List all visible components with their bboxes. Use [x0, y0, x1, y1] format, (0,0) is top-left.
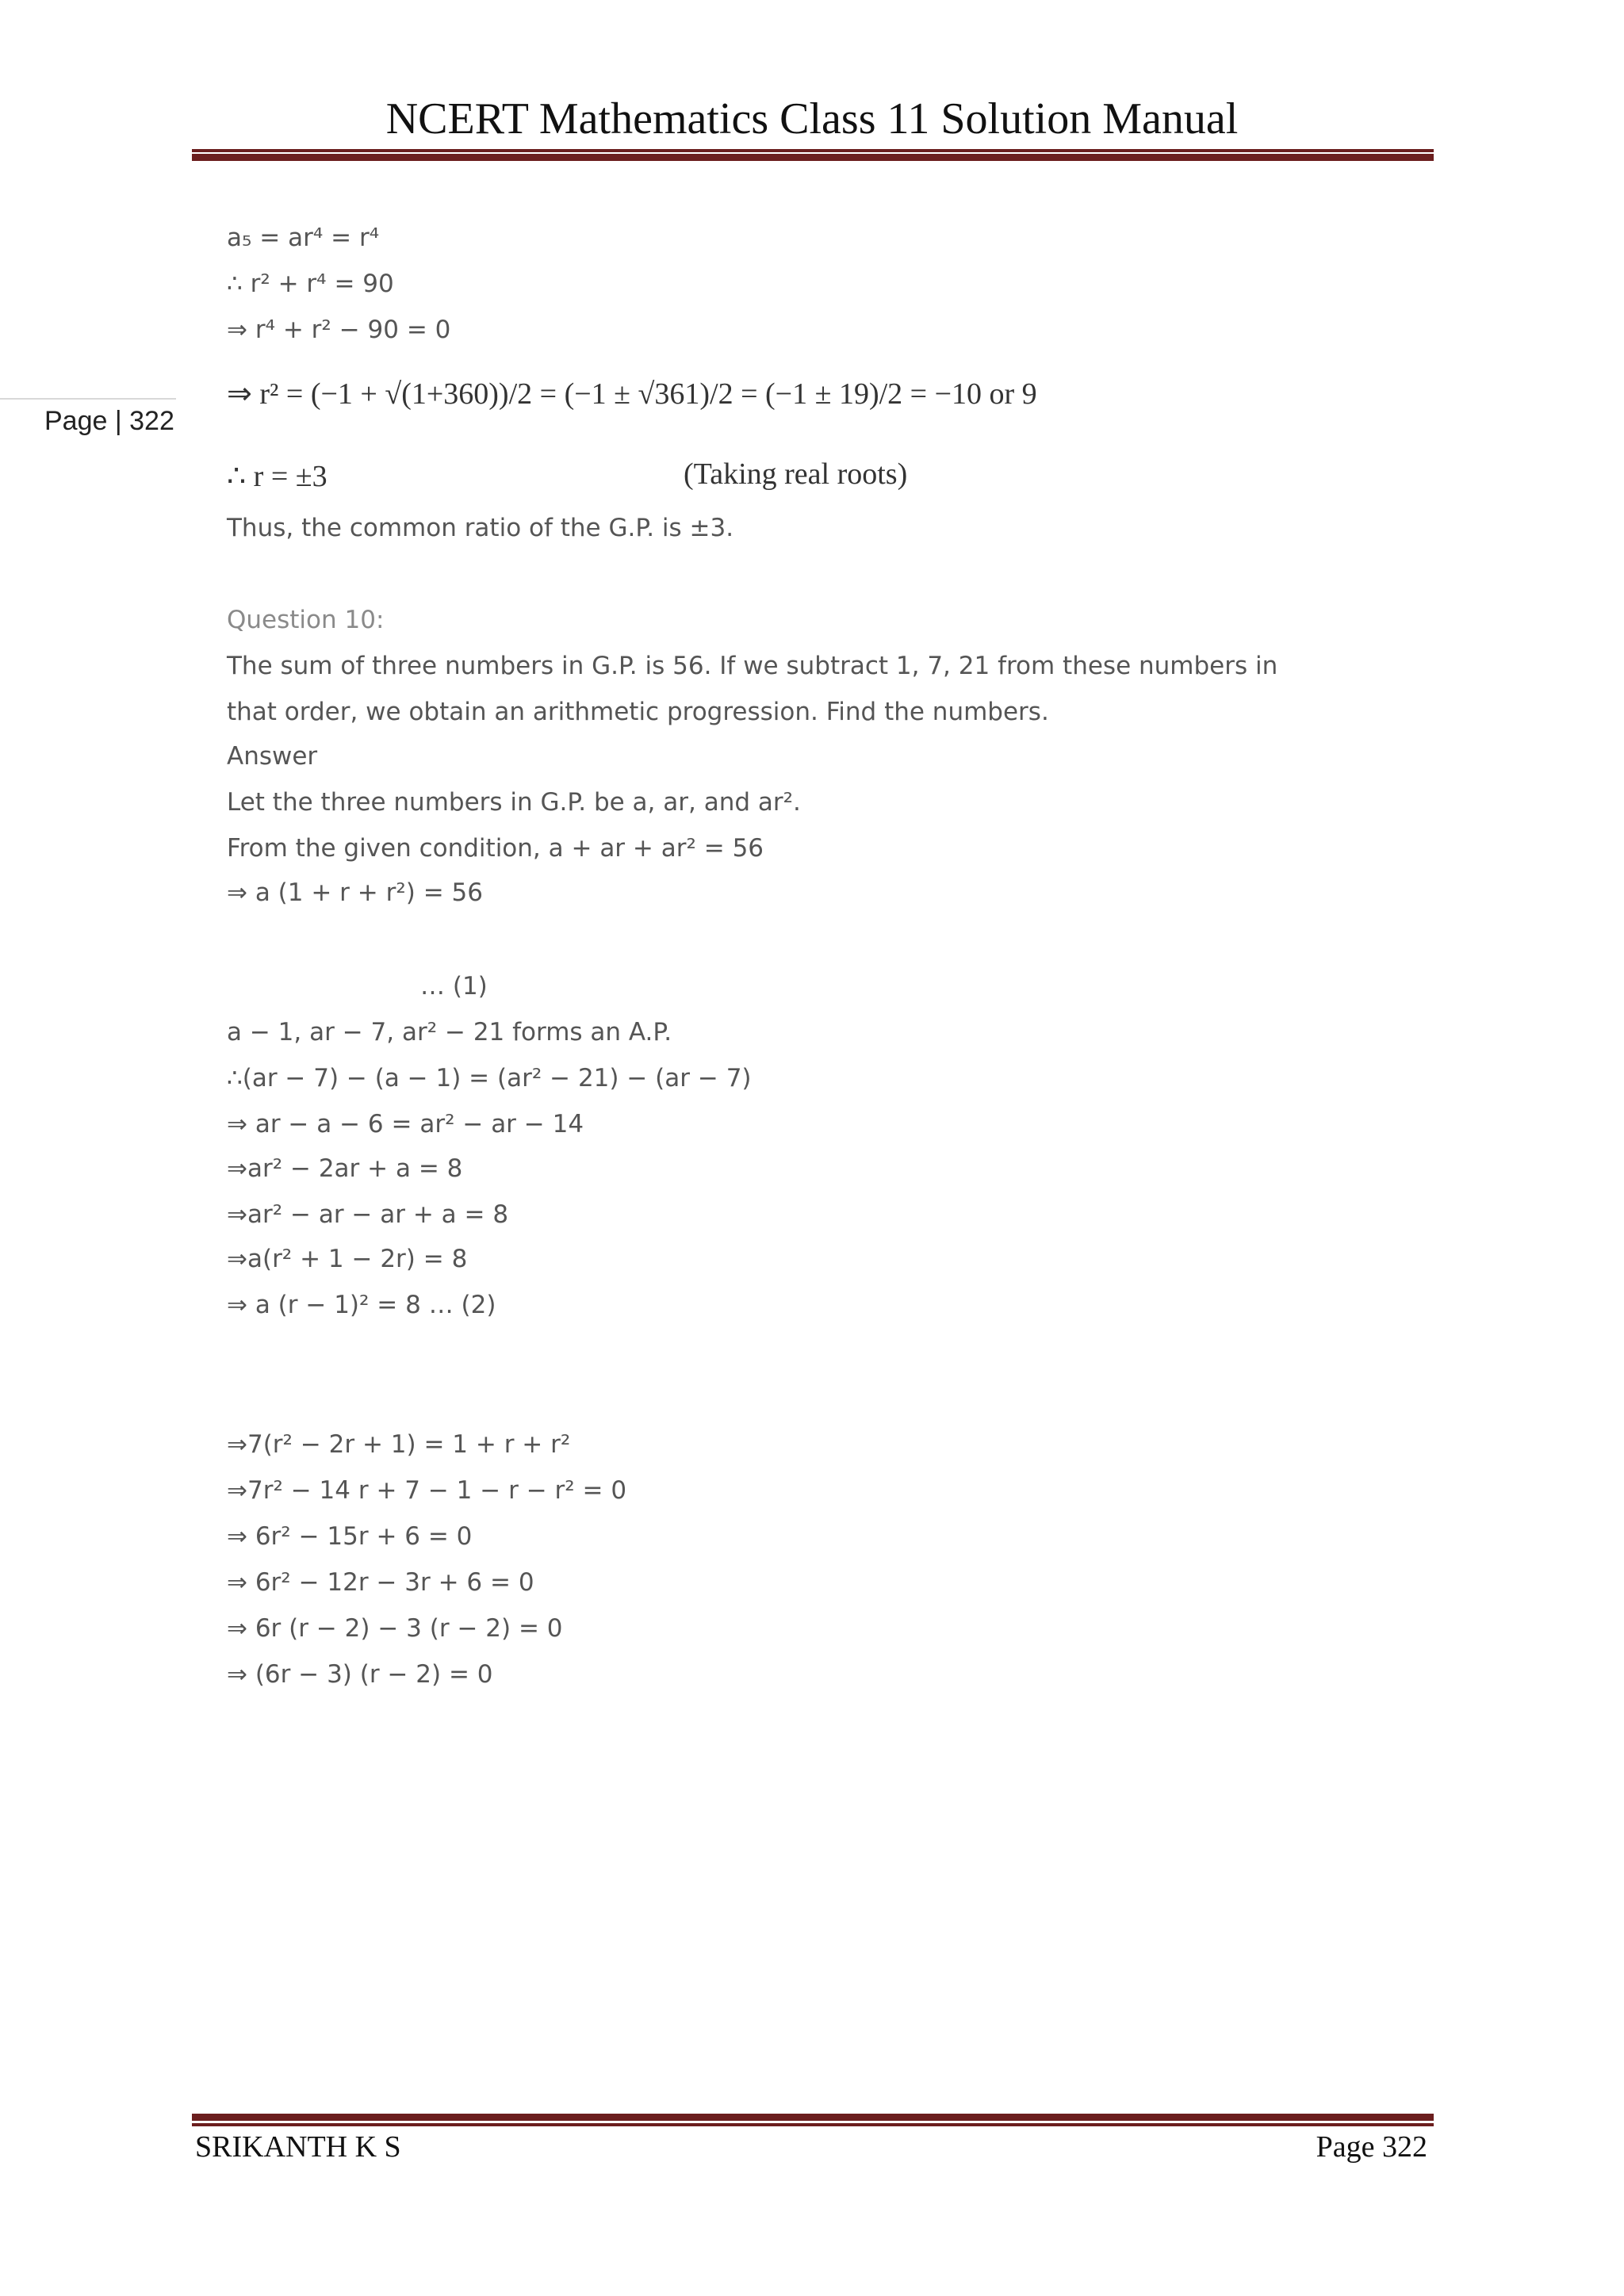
- equation-number: … (1): [420, 972, 488, 1001]
- side-rule: [0, 398, 176, 400]
- answer-line: ∴(ar − 7) − (a − 1) = (ar² − 21) − (ar − 7): [227, 1064, 752, 1093]
- answer-line: ⇒7r² − 14 r + 7 − 1 − r − r² = 0: [227, 1476, 627, 1505]
- question-heading: Question 10:: [227, 606, 385, 634]
- footer-author: SRIKANTH K S: [195, 2130, 401, 2164]
- answer-line: ⇒ar² − ar − ar + a = 8: [227, 1200, 509, 1229]
- conclusion-line: Thus, the common ratio of the G.P. is ±3.: [227, 514, 734, 542]
- header-rule-thin: [192, 149, 1434, 152]
- answer-label: Answer: [227, 742, 318, 771]
- footer-rule-thin: [192, 2123, 1434, 2126]
- answer-line: ⇒ ar − a − 6 = ar² − ar − 14: [227, 1110, 584, 1138]
- side-page-label: Page | 322: [44, 406, 174, 436]
- equation-line: ⇒ r⁴ + r² − 90 = 0: [227, 316, 451, 344]
- answer-line: ⇒ 6r² − 12r − 3r + 6 = 0: [227, 1568, 534, 1597]
- answer-line: ⇒ar² − 2ar + a = 8: [227, 1154, 463, 1183]
- answer-line: ⇒ 6r (r − 2) − 3 (r − 2) = 0: [227, 1614, 563, 1643]
- side-note: (Taking real roots): [684, 457, 908, 491]
- equation-line: ∴ r = ±3: [227, 460, 327, 493]
- question-text: that order, we obtain an arithmetic progression. Find the numbers.: [227, 698, 1049, 726]
- equation-line: ∴ r² + r⁴ = 90: [227, 270, 394, 298]
- answer-line: ⇒ a (r − 1)² = 8 … (2): [227, 1291, 496, 1319]
- question-text: The sum of three numbers in G.P. is 56. If we subtract 1, 7, 21 from these numbers in: [227, 652, 1278, 680]
- answer-line: ⇒ 6r² − 15r + 6 = 0: [227, 1522, 473, 1551]
- answer-line: Let the three numbers in G.P. be a, ar, and ar².: [227, 788, 801, 817]
- page-header-title: NCERT Mathematics Class 11 Solution Manual: [385, 94, 1239, 144]
- header-rule-thick: [192, 154, 1434, 161]
- answer-line: ⇒a(r² + 1 − 2r) = 8: [227, 1245, 468, 1273]
- answer-line: ⇒ a (1 + r + r²) = 56: [227, 878, 484, 907]
- footer-rule-thick: [192, 2114, 1434, 2121]
- equation-line: a₅ = ar⁴ = r⁴: [227, 224, 380, 252]
- answer-line: a − 1, ar − 7, ar² − 21 forms an A.P.: [227, 1018, 672, 1047]
- answer-line: ⇒ (6r − 3) (r − 2) = 0: [227, 1660, 493, 1689]
- answer-line: From the given condition, a + ar + ar² = 56: [227, 834, 764, 863]
- answer-line: ⇒7(r² − 2r + 1) = 1 + r + r²: [227, 1430, 571, 1459]
- footer-page-number: Page 322: [1316, 2130, 1427, 2164]
- quadratic-solution-line: ⇒ r² = (−1 + √(1+360))/2 = (−1 ± √361)/2 = (−1 ± 19)/2 = −10 or 9: [227, 377, 1037, 411]
